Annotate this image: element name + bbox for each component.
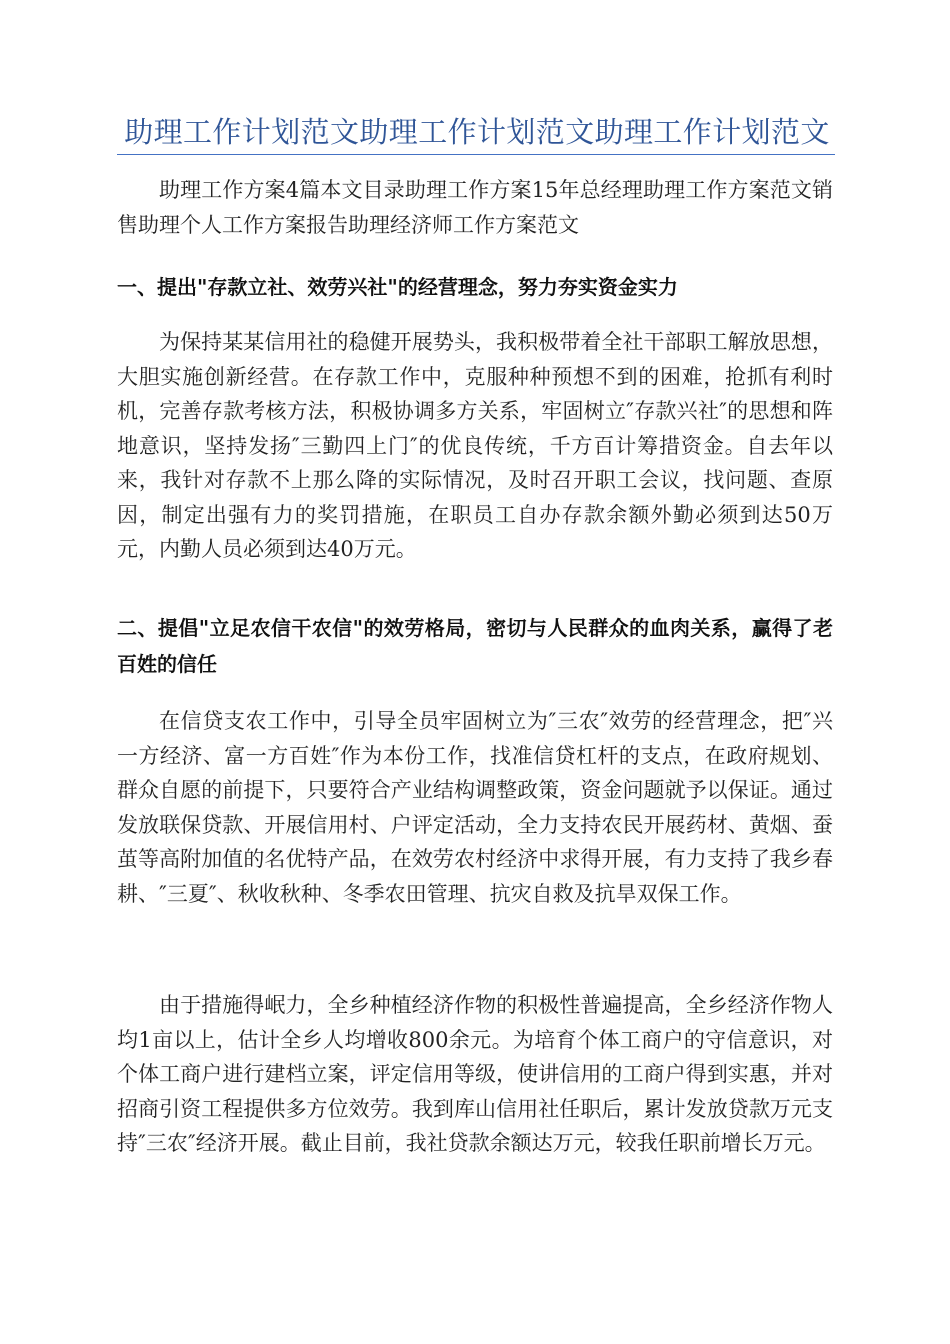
section-heading-2: 二、提倡"立足农信干农信"的效劳格局，密切与人民群众的血肉关系，赢得了老百姓的信任 <box>117 616 833 676</box>
title-underline <box>117 154 835 155</box>
document-title: 助理工作计划范文助理工作计划范文助理工作计划范文 <box>124 115 830 149</box>
section-2-paragraph-2: 由于措施得岷力，全乡种植经济作物的积极性普遍提高，全乡经济作物人均1亩以上，估计全乡人均增收800余元。为培育个体工商户的守信意识，对个体工商户进行建档立案，评定信用等级，使讲信用的工商户得到实惠，并对招商引资工程提供多方位效劳。我到库山信用社任职后，累计发放贷款万元支持″三农″经济开展。截止目前，我社贷款余额达万元，较我任职前增长万元。 <box>117 993 833 1155</box>
section-2-paragraph-1: 在信贷支农工作中，引导全员牢固树立为″三农″效劳的经营理念，把″兴一方经济、富一方百姓″作为本份工作，找准信贷杠杆的支点，在政府规划、群众自愿的前提下，只要符合产业结构调整政策，资金问题就予以保证。通过发放联保贷款、开展信用村、户评定活动，全力支持农民开展药材、黄烟、蚕茧等高附加值的名优特产品，在效劳农村经济中求得开展，有力支持了我乡春耕、″三夏″、秋收秋种、冬季农田管理、抗灾自救及抗旱双保工作。 <box>117 709 833 906</box>
section-1-paragraph: 为保持某某信用社的稳健开展势头，我积极带着全社干部职工解放思想，大胆实施创新经营。在存款工作中，克服种种预想不到的困难，抢抓有利时机，完善存款考核方法，积极协调多方关系，牢固树立″存款兴社″的思想和阵地意识，坚持发扬″三勤四上门″的优良传统，千方百计筹措资金。自去年以来，我针对存款不上那么降的实际情况，及时召开职工会议，找问题、查原因，制定出强有力的奖罚措施，在职员工自办存款余额外勤必须到达50万元，内勤人员必须到达40万元。 <box>117 330 833 561</box>
section-heading-1: 一、提出"存款立社、效劳兴社"的经营理念，努力夯实资金实力 <box>117 275 678 299</box>
intro-paragraph: 助理工作方案4篇本文目录助理工作方案15年总经理助理工作方案范文销售助理个人工作方案报告助理经济师工作方案范文 <box>117 178 833 237</box>
